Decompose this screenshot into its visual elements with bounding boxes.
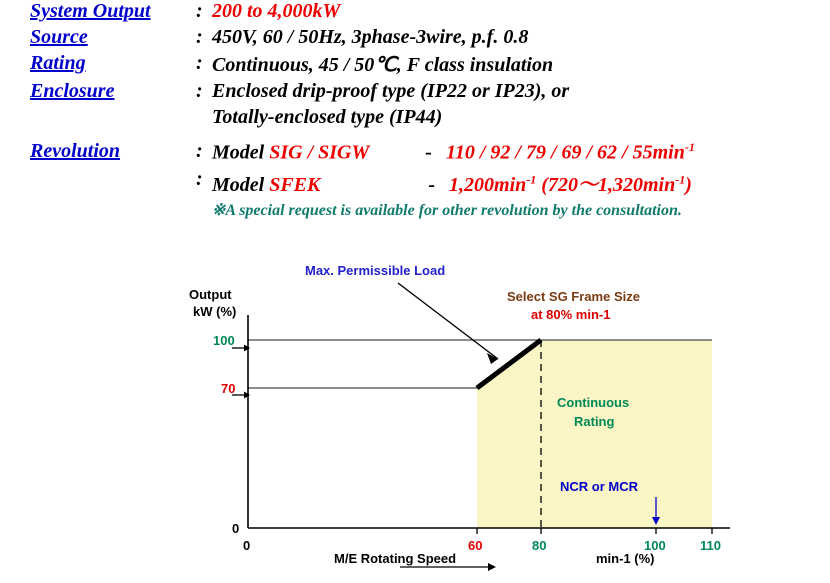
spec-label-system-output: System Output: [30, 0, 151, 22]
revolution-prefix: Model: [212, 141, 270, 164]
spec-row-revolution: [0, 140, 830, 165]
x-axis-unit: min-1 (%): [596, 551, 655, 566]
x-axis-title: M/E Rotating Speed: [334, 551, 457, 566]
leader-max-permissible-load: [398, 283, 498, 359]
spec-row-enclosure: [0, 80, 830, 103]
spec-row-system-output: [0, 0, 830, 23]
continuous-rating-region: [477, 340, 712, 528]
spec-colon: :: [196, 52, 203, 74]
spec-value-rating: Continuous, 45 / 50℃, F class insulation: [212, 54, 554, 76]
revolution-unit-sup: -1: [684, 140, 695, 154]
spec-colon: :: [196, 0, 203, 22]
spec-value-enclosure-line2: Totally-enclosed type (IP44): [212, 106, 443, 128]
y-axis-title-line2: kW (%): [193, 304, 237, 319]
revolution-dash-2: -: [428, 173, 436, 196]
spec-colon: :: [196, 26, 203, 48]
revolution-paren-close: ): [685, 173, 692, 196]
specification-table: [0, 0, 830, 220]
revolution-model-sig: SIG / SIGW: [269, 141, 370, 164]
revolution-values-sig: 110 / 92 / 79 / 69 / 62 / 55min: [445, 141, 685, 164]
x-tick-label-110: 110: [700, 538, 721, 553]
revolution-dash: -: [425, 141, 432, 164]
revolution-unit-sup-2: -1: [526, 172, 537, 186]
annotation-select-frame-size: Select SG Frame Size: [507, 289, 640, 304]
spec-colon-2: :: [196, 167, 203, 190]
spec-colon: :: [196, 140, 203, 162]
spec-row-source: [0, 26, 830, 49]
spec-colon: :: [196, 80, 203, 102]
load-diagram: [0, 255, 830, 583]
annotation-select-frame-size-sub: at 80% min-1: [531, 307, 611, 322]
x-tick-label-100: 100: [644, 538, 666, 553]
spec-row-rating: [0, 52, 830, 77]
x-tick-label-80: 80: [532, 538, 547, 553]
spec-row-revolution-2: [0, 168, 830, 197]
spec-label-rating: Rating: [30, 52, 86, 74]
x-tick-label-0: 0: [243, 538, 251, 553]
y-tick-label-100: 100: [213, 333, 235, 348]
y-tick-label-70: 70: [221, 381, 236, 396]
revolution-paren-sup: -1: [675, 172, 686, 186]
revolution-paren-open: (720～1,320min: [536, 173, 676, 196]
label-continuous-rating-line1: Continuous: [557, 395, 630, 410]
spec-label-enclosure: Enclosure: [30, 80, 115, 102]
y-axis-title-line1: Output: [189, 287, 232, 302]
spec-value-source: 450V, 60 / 50Hz, 3phase-3wire, p.f. 0.8: [212, 26, 529, 48]
annotation-ncr-or-mcr: NCR or MCR: [560, 479, 638, 494]
x-ticks: [477, 528, 712, 534]
annotation-max-permissible-load: Max. Permissible Load: [305, 263, 446, 278]
spec-value-revolution-line1: [212, 140, 695, 165]
spec-value-revolution-line2: [212, 168, 692, 197]
spec-label-source: Source: [30, 26, 88, 48]
y-tick-label-0: 0: [232, 521, 240, 536]
spec-row-enclosure-cont: [0, 106, 830, 129]
spec-value-system-output: 200 to 4,000kW: [212, 0, 341, 22]
x-tick-label-60: 60: [468, 538, 483, 553]
revolution-model-sfek: SFEK: [269, 173, 321, 196]
spec-footnote: ※A special request is available for other revolution by the consultation.: [212, 201, 682, 219]
spec-value-enclosure-line1: Enclosed drip-proof type (IP22 or IP23), or: [212, 80, 570, 102]
revolution-prefix-2: Model: [212, 173, 270, 196]
label-continuous-rating-line2: Rating: [574, 414, 615, 429]
revolution-values-sfek: 1,200min: [449, 173, 527, 196]
spec-label-revolution: Revolution: [30, 140, 121, 162]
